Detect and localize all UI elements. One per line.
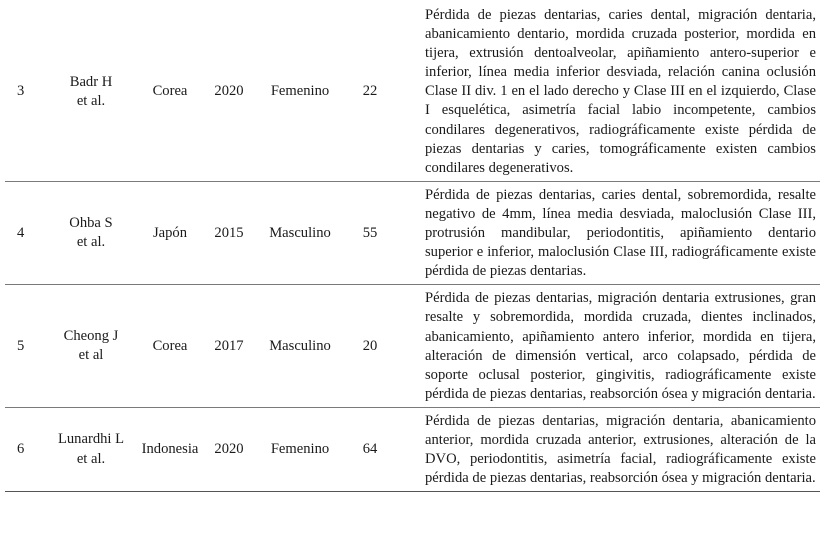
- table-row: [5, 407, 820, 491]
- author-etal: et al.: [76, 450, 106, 467]
- author-name: Badr H: [69, 73, 113, 90]
- case-sex: Masculino: [269, 337, 331, 354]
- case-description: Pérdida de piezas dentarias, migración dentaria extrusiones, gran resalte y sobremordida, mordida cruzada, dientes inclinados, abanicamiento, apiñamiento antero inferior, mordida en tijera, alteración de dimensión vertical, arco colapsado, pérdida de soporte oclusal posterior, gingivitis, radiográficamente existe pérdida de piezas dentarias, reabsorción ósea y migración dentaria.: [425, 290, 816, 402]
- case-year: 2017: [214, 337, 244, 354]
- case-year: 2020: [214, 441, 244, 458]
- case-number: 3: [17, 83, 25, 100]
- table-row: [5, 3, 820, 181]
- case-number: 6: [17, 441, 25, 458]
- case-number: 4: [17, 224, 25, 241]
- case-age: 64: [362, 441, 378, 458]
- case-sex: Femenino: [270, 441, 330, 458]
- case-author: [45, 3, 137, 181]
- author-etal: et al.: [76, 92, 106, 109]
- case-age: 55: [362, 224, 378, 241]
- case-description: Pérdida de piezas dentarias, migración dentaria, abanicamiento anterior, mordida cruzada anterior, extrusiones, alteración de la DVO, periodontitis, asimetría facial, radiográficamente existe pérdida de piezas dentarias, reabsorción ósea y migración dentaria.: [425, 412, 816, 487]
- case-reports-table: [5, 3, 820, 492]
- case-age: 22: [362, 83, 378, 100]
- case-author: [45, 285, 137, 408]
- case-country: Corea: [152, 83, 188, 100]
- author-etal: et al.: [76, 234, 106, 251]
- case-author: [45, 407, 137, 491]
- case-age: 20: [362, 337, 378, 354]
- author-name: Cheong J: [63, 328, 119, 344]
- case-country: Indonesia: [141, 441, 199, 458]
- case-sex: Femenino: [270, 83, 330, 100]
- case-author: [45, 181, 137, 284]
- author-etal: et al: [78, 347, 104, 364]
- case-description: Pérdida de piezas dentarias, caries dental, migración dentaria, abanicamiento dentario, mordida cruzada posterior, mordida en tijera, extrusión dentoalveolar, apiñamiento antero-superior e inferior, línea media inferior desviada, relación canina oclusión Clase II div. 1 en el lado derecho y Clase III en el izquierdo, Clase I esquelética, asimetría facial labio incompetente, cambios condilares degenerativos, radiográficamente existe pérdida de piezas dentarias y caries, tomográficamente existen cambios condilares degenerativos.: [425, 7, 816, 176]
- case-year: 2020: [214, 83, 244, 100]
- case-country: Japón: [152, 224, 188, 241]
- case-number: 5: [17, 337, 25, 354]
- case-country: Corea: [152, 337, 188, 354]
- table-row: [5, 181, 820, 284]
- author-name: Ohba S: [69, 214, 113, 231]
- table-row: [5, 285, 820, 408]
- case-description: Pérdida de piezas dentarias, caries dental, sobremordida, resalte negativo de 4mm, línea media desviada, maloclusión Clase III, protrusión mandibular, periodontitis, apiñamiento dentario superior e inferior, maloclusión Clase III, radiográficamente existe pérdida de piezas dentarias.: [425, 186, 816, 280]
- case-sex: Masculino: [269, 224, 331, 241]
- author-name: Lunardhi L: [57, 431, 125, 448]
- case-year: 2015: [214, 224, 244, 241]
